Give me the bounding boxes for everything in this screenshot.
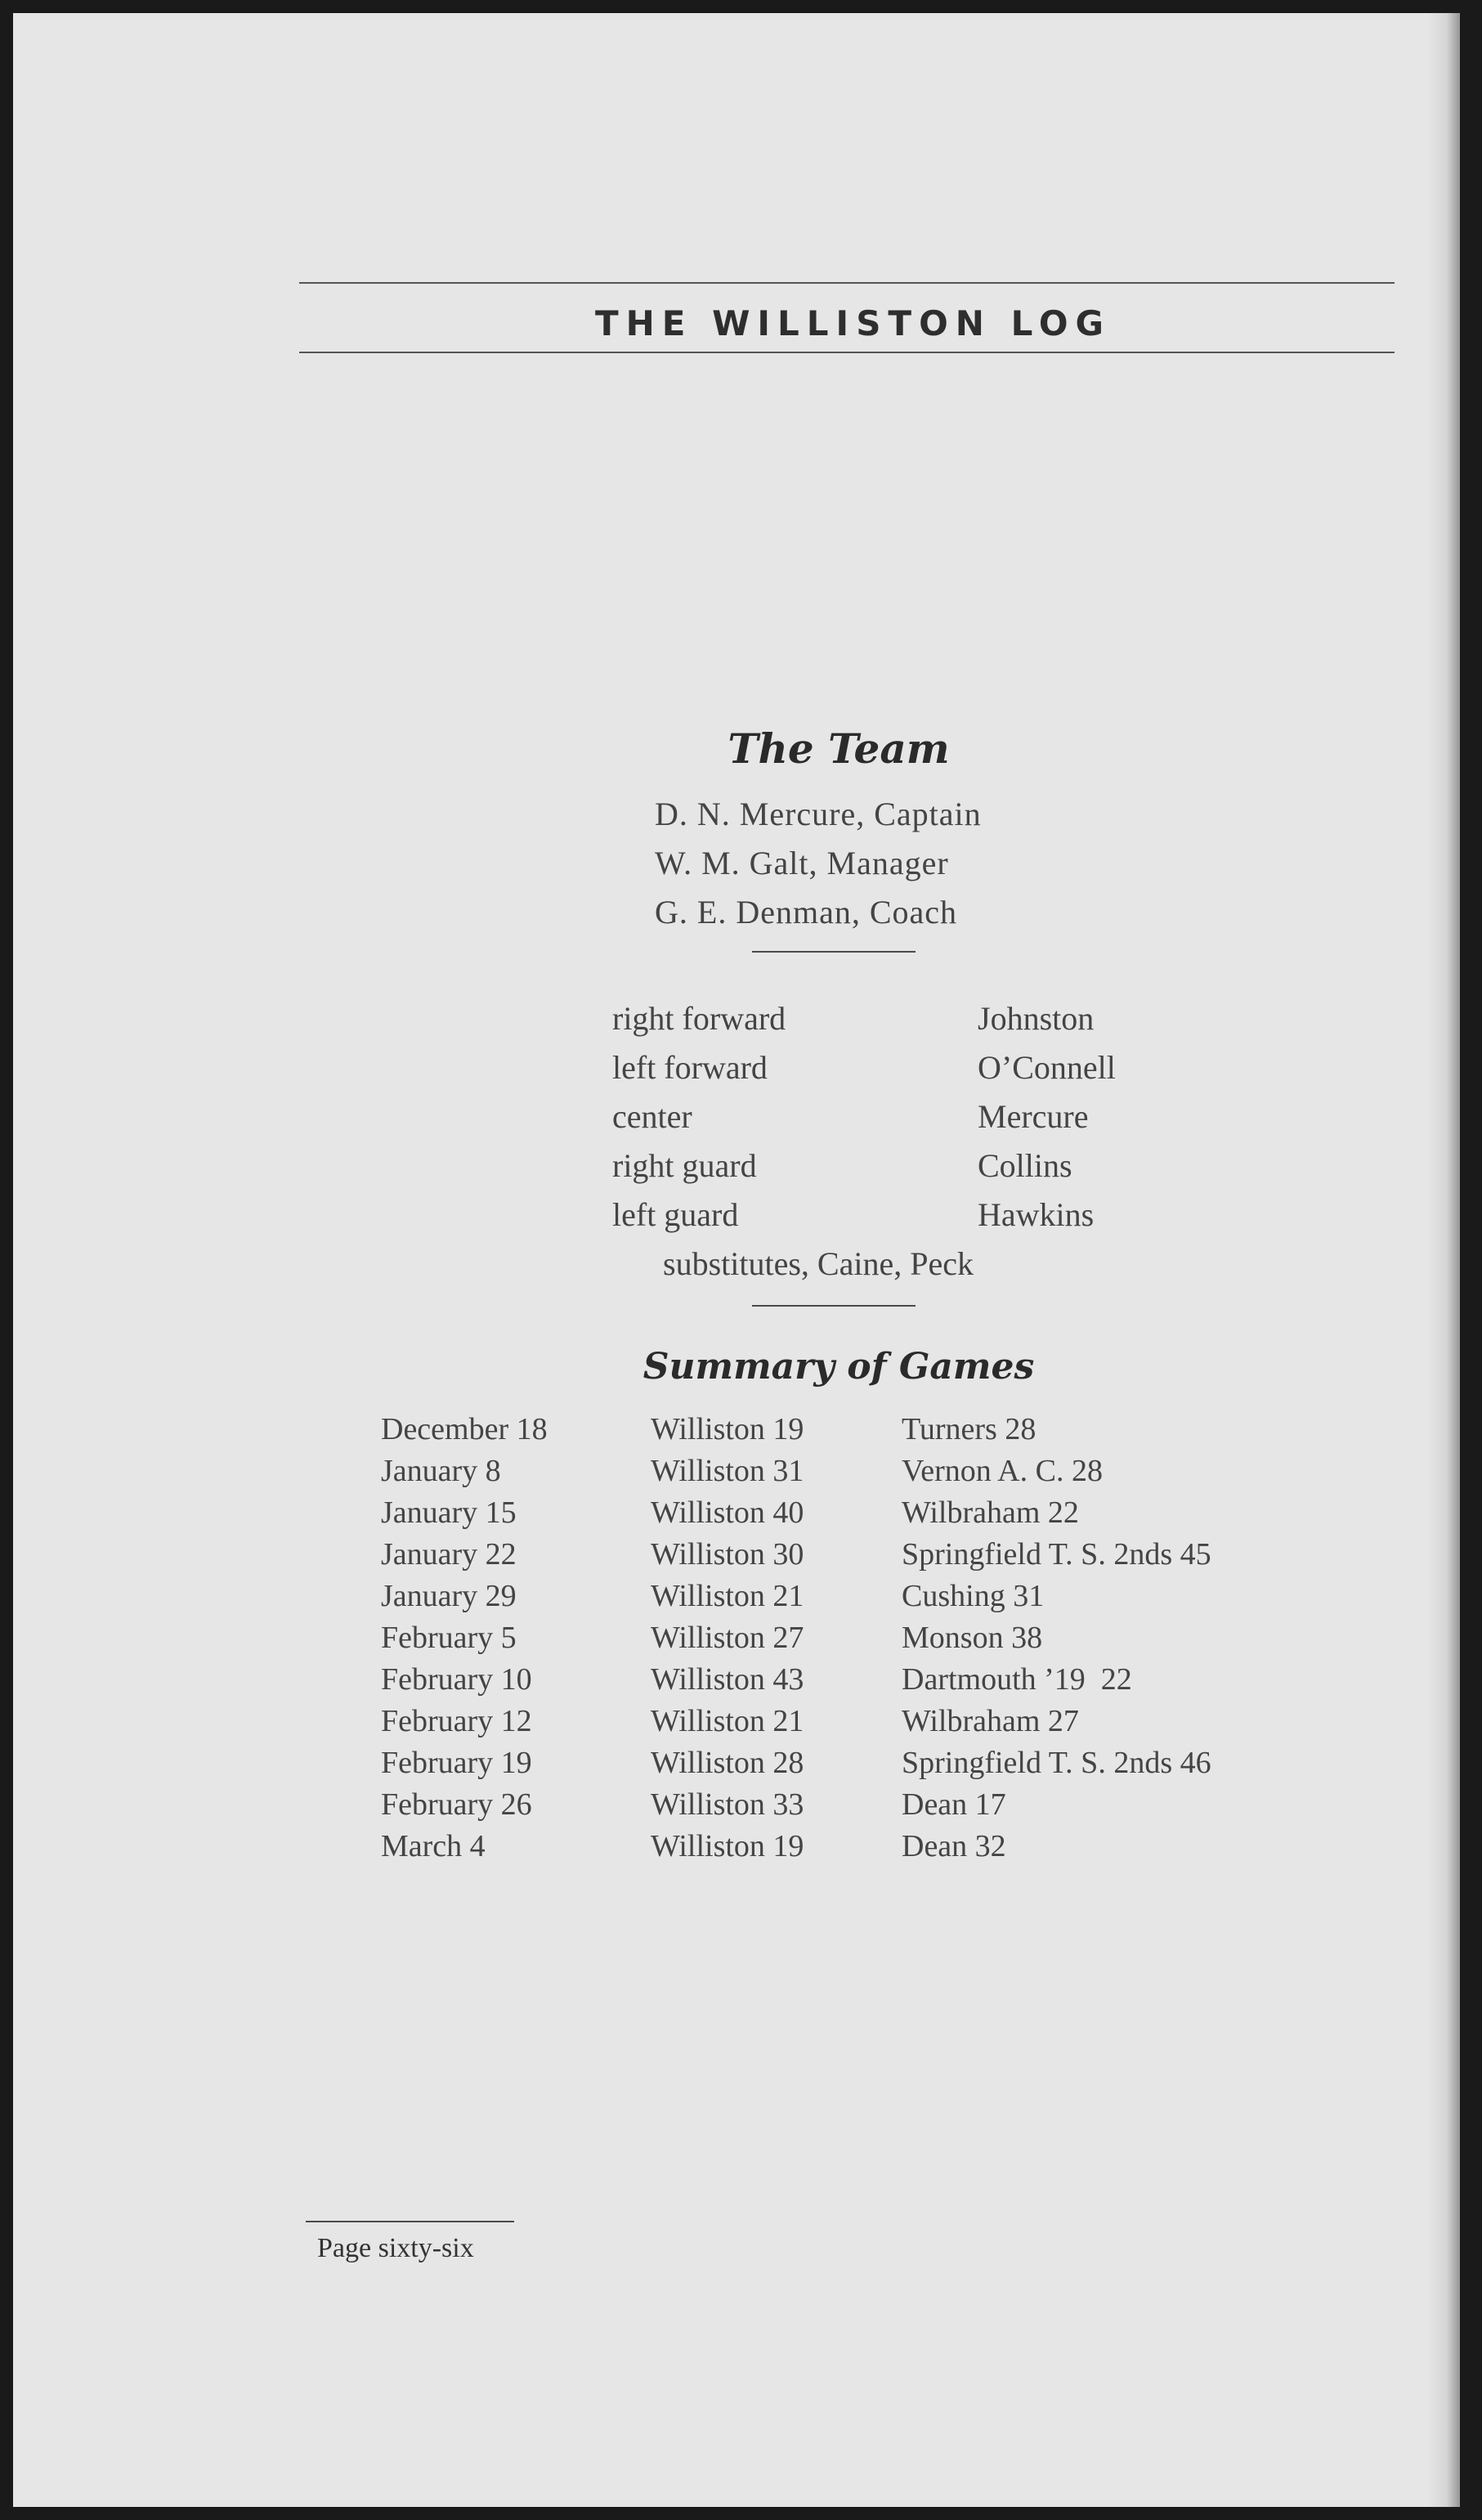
lineup-player: Hawkins bbox=[978, 1196, 1095, 1233]
staff-captain: D. N. Mercure, Captain bbox=[655, 796, 982, 832]
game-opponent-score: Dartmouth ’19 22 bbox=[902, 1662, 1132, 1697]
game-row bbox=[381, 1661, 1362, 1703]
footer-rule bbox=[306, 2221, 514, 2222]
substitutes-line: substitutes, Caine, Peck bbox=[663, 1245, 974, 1282]
staff-coach: G. E. Denman, Coach bbox=[655, 894, 958, 930]
game-row bbox=[381, 1787, 1362, 1828]
game-home-score: Williston 21 bbox=[651, 1704, 804, 1738]
game-home-score: Williston 28 bbox=[651, 1746, 804, 1780]
game-opponent-score: Cushing 31 bbox=[902, 1579, 1045, 1613]
header-bottom-rule bbox=[299, 352, 1395, 353]
lineup-position: right forward bbox=[612, 1000, 786, 1037]
game-date: February 19 bbox=[381, 1746, 532, 1780]
lineup-row bbox=[612, 994, 1184, 1043]
staff-divider bbox=[752, 951, 916, 953]
lineup-player: O’Connell bbox=[978, 1049, 1116, 1086]
game-row bbox=[381, 1578, 1362, 1620]
lineup-divider bbox=[752, 1305, 916, 1307]
game-date: February 12 bbox=[381, 1704, 532, 1738]
game-date: January 22 bbox=[381, 1537, 517, 1572]
lineup-row bbox=[612, 1141, 1184, 1190]
game-home-score: Williston 40 bbox=[651, 1495, 804, 1530]
game-opponent-score: Dean 17 bbox=[902, 1787, 1006, 1822]
game-opponent-score: Turners 28 bbox=[902, 1412, 1037, 1446]
game-date: December 18 bbox=[381, 1412, 548, 1446]
game-date: February 5 bbox=[381, 1621, 517, 1655]
game-date: February 26 bbox=[381, 1787, 532, 1822]
lineup-position: right guard bbox=[612, 1147, 757, 1184]
game-row bbox=[381, 1620, 1362, 1661]
game-opponent-score: Dean 32 bbox=[902, 1829, 1006, 1863]
game-date: January 8 bbox=[381, 1454, 501, 1488]
staff-manager: W. M. Galt, Manager bbox=[655, 845, 949, 881]
game-row bbox=[381, 1453, 1362, 1495]
team-staff-list bbox=[655, 790, 982, 937]
game-home-score: Williston 33 bbox=[651, 1787, 804, 1822]
game-home-score: Williston 21 bbox=[651, 1579, 804, 1613]
team-heading: The Team bbox=[728, 724, 950, 773]
lineup-player: Johnston bbox=[978, 1000, 1095, 1037]
lineup-row bbox=[612, 1043, 1184, 1092]
game-date: March 4 bbox=[381, 1829, 486, 1863]
lineup-player: Mercure bbox=[978, 1098, 1089, 1135]
page-edge-shadow bbox=[1427, 13, 1460, 2507]
game-opponent-score: Wilbraham 22 bbox=[902, 1495, 1079, 1530]
lineup-player: Collins bbox=[978, 1147, 1072, 1184]
game-home-score: Williston 19 bbox=[651, 1829, 804, 1863]
game-row bbox=[381, 1828, 1362, 1870]
game-opponent-score: Springfield T. S. 2nds 45 bbox=[902, 1537, 1211, 1572]
game-home-score: Williston 30 bbox=[651, 1537, 804, 1572]
game-opponent-score: Monson 38 bbox=[902, 1621, 1043, 1655]
lineup-position: left guard bbox=[612, 1196, 739, 1233]
page-number-label: Page sixty-six bbox=[317, 2233, 474, 2263]
game-row bbox=[381, 1536, 1362, 1578]
game-row bbox=[381, 1495, 1362, 1536]
game-home-score: Williston 43 bbox=[651, 1662, 804, 1697]
game-opponent-score: Springfield T. S. 2nds 46 bbox=[902, 1746, 1211, 1780]
game-home-score: Williston 31 bbox=[651, 1454, 804, 1488]
header-top-rule bbox=[299, 282, 1395, 284]
lineup-position: center bbox=[612, 1098, 692, 1135]
game-row bbox=[381, 1745, 1362, 1787]
game-opponent-score: Vernon A. C. 28 bbox=[902, 1454, 1103, 1488]
lineup-position: left forward bbox=[612, 1049, 768, 1086]
game-date: January 15 bbox=[381, 1495, 517, 1530]
game-date: February 10 bbox=[381, 1662, 532, 1697]
lineup-row bbox=[612, 1092, 1184, 1141]
game-row bbox=[381, 1703, 1362, 1745]
games-table bbox=[381, 1411, 1362, 1870]
running-header-title: THE WILLISTON LOG bbox=[594, 303, 1112, 343]
team-lineup bbox=[612, 994, 1184, 1240]
game-opponent-score: Wilbraham 27 bbox=[902, 1704, 1079, 1738]
game-date: January 29 bbox=[381, 1579, 517, 1613]
scanned-page bbox=[13, 13, 1460, 2507]
game-home-score: Williston 19 bbox=[651, 1412, 804, 1446]
lineup-row bbox=[612, 1190, 1184, 1240]
game-row bbox=[381, 1411, 1362, 1453]
game-home-score: Williston 27 bbox=[651, 1621, 804, 1655]
summary-heading: Summary of Games bbox=[642, 1346, 1035, 1388]
